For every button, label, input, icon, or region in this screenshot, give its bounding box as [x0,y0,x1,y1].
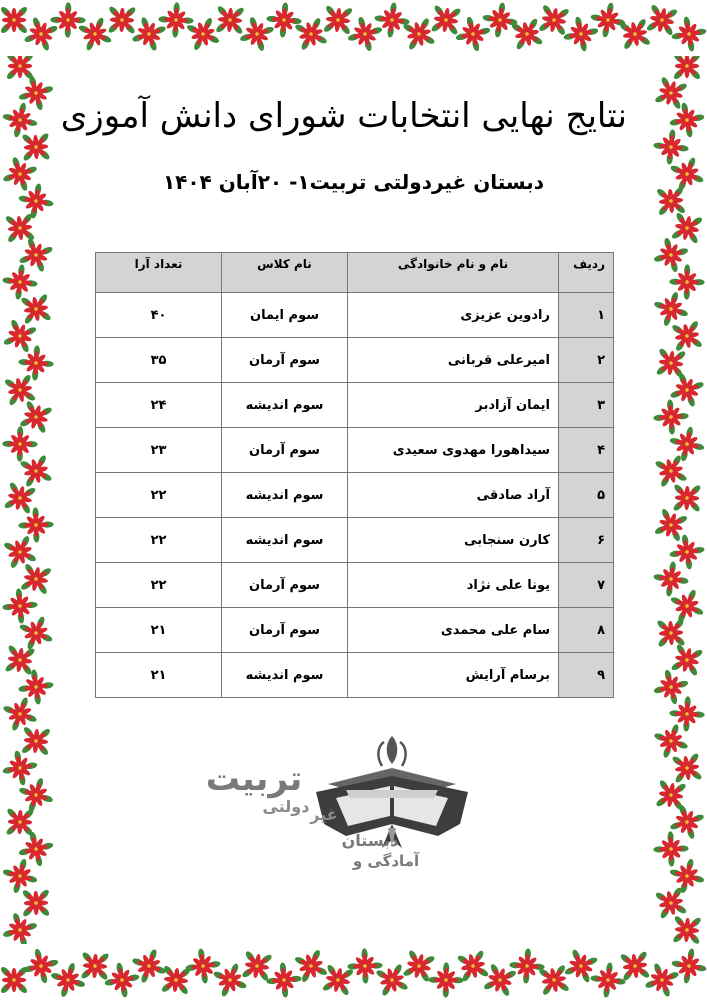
poinsettia-flower-icon [672,56,701,81]
poinsettia-flower-icon [21,132,52,163]
page-title: نتایج نهایی انتخابات شورای دانش آموزی [60,96,627,136]
poinsettia-flower-icon [668,371,707,410]
poinsettia-flower-icon [240,949,273,982]
poinsettia-flower-icon [651,559,692,600]
class-name: سوم اندیشه [222,518,348,563]
class-name: سوم اندیشه [222,383,348,428]
poinsettia-flower-icon [155,0,196,41]
vote-count: ۳۵ [96,338,222,383]
poinsettia-flower-icon [671,914,702,944]
class-name: سوم آرمان [222,608,348,653]
student-name: ایمان آزادبر [348,383,559,428]
poinsettia-flower-icon [480,0,521,40]
poinsettia-flower-icon [0,423,41,464]
student-name: سام علی محمدی [348,608,559,653]
poinsettia-flower-icon [322,4,354,36]
page-subtitle: دبستان غیردولتی تربیت۱- ۲۰آبان ۱۴۰۴ [162,170,545,194]
class-name: سوم اندیشه [222,473,348,518]
poinsettia-flower-icon [0,585,41,626]
poinsettia-flower-icon [650,396,691,437]
poinsettia-flower-icon [619,950,652,983]
poinsettia-flower-icon [263,0,304,41]
row-number: ۵ [559,473,614,518]
poinsettia-flower-icon [650,828,691,869]
poinsettia-flower-icon [670,211,705,246]
row-number: ۱ [559,293,614,338]
poinsettia-flower-icon [2,534,39,571]
logo-line-3: دبستان [341,831,399,850]
vote-count: ۲۲ [96,518,222,563]
vote-count: ۲۲ [96,563,222,608]
poinsettia-flower-icon [107,5,137,35]
flower-border-bottom [0,944,707,1000]
poinsettia-flower-icon [669,642,704,677]
poinsettia-flower-icon [102,960,143,1000]
flower-border-left [0,56,58,944]
logo-line-1: غیر [310,805,338,824]
vote-count: ۲۱ [96,608,222,653]
poinsettia-flower-icon [48,960,88,1000]
table-row [96,608,614,653]
poinsettia-flower-icon [0,748,40,789]
table-row [96,383,614,428]
poinsettia-flower-icon [425,959,466,1000]
poinsettia-flower-icon [0,856,40,896]
poinsettia-flower-icon [183,946,224,987]
header-class-name: نام کلاس [222,253,348,293]
poinsettia-flower-icon [20,725,52,757]
logo-line-4: آمادگی و [352,852,420,870]
header-row-number: ردیف [559,253,614,293]
header-full-name: نام و نام خانوادگی [348,253,559,293]
poinsettia-flower-icon [80,951,111,982]
poinsettia-flower-icon [650,126,691,167]
poinsettia-flower-icon [47,0,88,41]
poinsettia-flower-icon [429,3,462,36]
class-name: سوم ایمان [222,293,348,338]
table-row [96,473,614,518]
vote-count: ۴۰ [96,293,222,338]
table-row [96,293,614,338]
poinsettia-flower-icon [656,618,687,649]
poinsettia-flower-icon [0,261,41,302]
vote-count: ۲۱ [96,653,222,698]
poinsettia-flower-icon [672,483,702,513]
poinsettia-flower-icon [19,292,52,325]
poinsettia-flower-icon [21,946,61,986]
poinsettia-flower-icon [15,342,56,383]
poinsettia-flower-icon [668,155,706,193]
results-table [95,252,614,698]
poinsettia-flower-icon [21,888,51,918]
header-vote-count: تعداد آرا [96,253,222,293]
poinsettia-flower-icon [506,945,547,986]
poinsettia-flower-icon [669,946,707,987]
logo-line-2: دولتی [262,797,310,816]
row-number: ۲ [559,338,614,383]
poinsettia-flower-icon [5,807,35,837]
poinsettia-flower-icon [263,959,304,1000]
poinsettia-flower-icon [670,319,704,353]
poinsettia-flower-icon [19,562,53,596]
student-name: امیرعلی قربانی [348,338,559,383]
table-row [96,563,614,608]
poinsettia-flower-icon [655,185,687,217]
table-row [96,518,614,563]
vote-count: ۲۴ [96,383,222,428]
student-name: آراد صادقی [348,473,559,518]
poinsettia-flower-icon [371,0,412,41]
student-name: یونا علی نژاد [348,563,559,608]
poinsettia-flower-icon [0,154,39,193]
poinsettia-flower-icon [0,100,40,140]
iran-emblem-icon [378,736,405,766]
row-number: ۹ [559,653,614,698]
student-name: کارن سنجابی [348,518,559,563]
logo-school-name: تربیت [205,759,303,799]
poinsettia-flower-icon [18,453,54,489]
poinsettia-flower-icon [15,504,56,545]
poinsettia-flower-icon [344,945,385,986]
poinsettia-flower-icon [0,5,29,34]
poinsettia-flower-icon [668,587,705,624]
vote-count: ۲۳ [96,428,222,473]
table-header-row [96,253,614,293]
poinsettia-flower-icon [1,317,38,354]
class-name: سوم اندیشه [222,653,348,698]
flower-border-right [649,56,707,944]
poinsettia-flower-icon [645,3,680,38]
table-row [96,338,614,383]
poinsettia-flower-icon [1,695,40,734]
poinsettia-flower-icon [0,910,40,944]
vote-count: ۲۲ [96,473,222,518]
row-number: ۶ [559,518,614,563]
school-logo [196,728,526,878]
row-number: ۸ [559,608,614,653]
poinsettia-flower-icon [670,751,703,784]
class-name: سوم آرمان [222,428,348,473]
class-name: سوم آرمان [222,563,348,608]
poinsettia-flower-icon [3,373,38,408]
student-name: برسام آرایش [348,653,559,698]
poinsettia-flower-icon [587,959,628,1000]
poinsettia-flower-icon [2,480,37,515]
poinsettia-flower-icon [214,4,245,35]
poinsettia-flower-icon [669,14,707,55]
poinsettia-flower-icon [537,3,571,37]
row-number: ۷ [559,563,614,608]
flower-border-top [0,0,707,56]
poinsettia-flower-icon [3,643,36,676]
student-name: سیداهورا مهدوی سعیدی [348,428,559,473]
row-number: ۳ [559,383,614,428]
student-name: رادوین عزیزی [348,293,559,338]
row-number: ۴ [559,428,614,473]
poinsettia-flower-icon [18,399,55,436]
table-row [96,653,614,698]
class-name: سوم آرمان [222,338,348,383]
table-row [96,428,614,473]
